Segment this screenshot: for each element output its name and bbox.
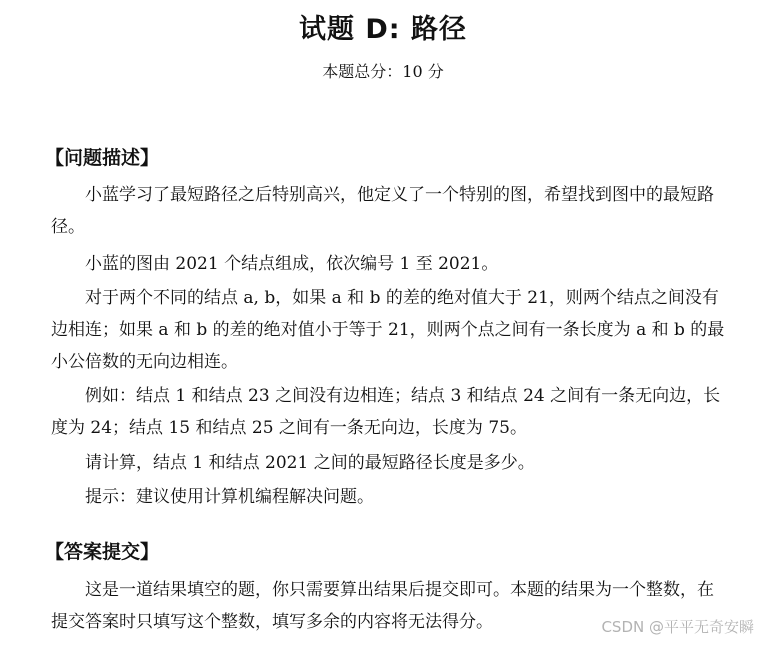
csdn-watermark: CSDN @平平无奇安瞬 bbox=[601, 618, 754, 636]
submission-heading: 【答案提交】 bbox=[45, 541, 160, 563]
description-paragraph: 对于两个不同的结点 a, b，如果 a 和 b 的差的绝对值大于 21，则两个结点之间没有边相连；如果 a 和 b 的差的绝对值小于等于 21，则两个点之间有一条长度为 a 和 b 的最小公倍数的无向边相连。 bbox=[51, 288, 725, 372]
description-paragraph: 提示：建议使用计算机编程解决问题。 bbox=[85, 487, 374, 507]
submission-paragraph: 这是一道结果填空的题，你只需要算出结果后提交即可。本题的结果为一个整数，在提交答案时只填写这个整数，填写多余的内容将无法得分。 bbox=[51, 580, 714, 632]
description-paragraph: 小蓝学习了最短路径之后特别高兴，他定义了一个特别的图，希望找到图中的最短路径。 bbox=[51, 185, 714, 237]
description-paragraph: 小蓝的图由 2021 个结点组成，依次编号 1 至 2021。 bbox=[85, 254, 499, 274]
total-score: 本题总分：10 分 bbox=[322, 62, 444, 81]
problem-title: 试题 D: 路径 bbox=[298, 14, 467, 45]
description-paragraph: 例如：结点 1 和结点 23 之间没有边相连；结点 3 和结点 24 之间有一条无向边，长度为 24；结点 15 和结点 25 之间有一条无向边，长度为 75。 bbox=[51, 386, 721, 438]
description-paragraph: 请计算，结点 1 和结点 2021 之间的最短路径长度是多少。 bbox=[85, 453, 535, 473]
description-heading: 【问题描述】 bbox=[45, 147, 160, 169]
